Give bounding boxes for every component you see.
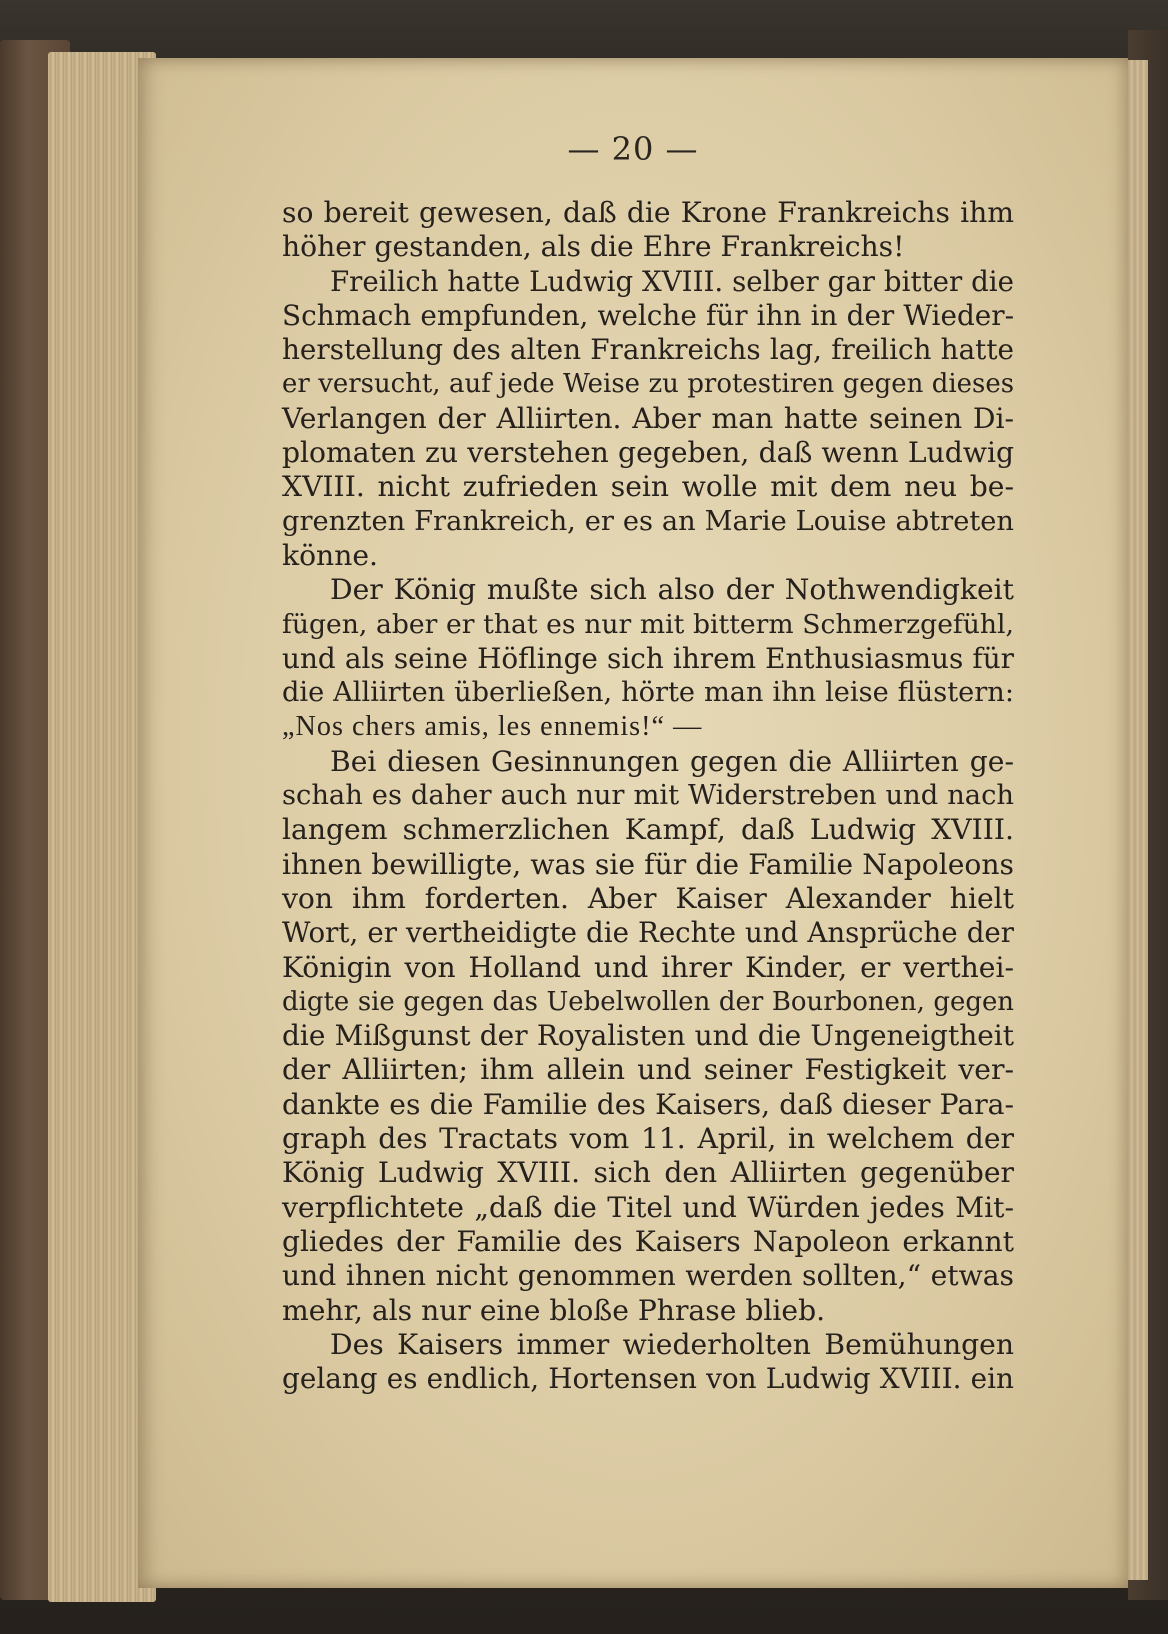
text-line: könne. <box>282 538 378 572</box>
text-line: die Alliirten überließen, hörte man ihn leise flüstern: <box>282 677 1014 709</box>
text-line: und ihnen nicht genommen werden sollten,“ etwas <box>282 1259 1014 1293</box>
text-line: XVIII. nicht zufrieden sein wolle mit dem neu be- <box>282 470 1014 504</box>
text-line: schah es daher auch nur mit Widerstreben und nach <box>282 780 1014 812</box>
text-line: er versucht, auf jede Weise zu protestiren gegen dieses <box>282 369 1014 400</box>
text-line: Bei diesen Gesinnungen gegen die Alliirten ge- <box>330 744 1014 778</box>
text-line: gliedes der Familie des Kaisers Napoleon erkannt <box>282 1224 1014 1258</box>
text-line: plomaten zu verstehen gegeben, daß wenn Ludwig <box>282 436 1014 470</box>
text-line: von ihm forderten. Aber Kaiser Alexander hielt <box>282 881 1014 915</box>
text-line: der Alliirten; ihm allein und seiner Festigkeit ver- <box>282 1053 1014 1087</box>
text-line: höher gestanden, als die Ehre Frankreichs! <box>282 230 905 264</box>
text-line: Freilich hatte Ludwig XVIII. selber gar bitter die <box>330 264 1014 298</box>
text-line: verpflichtete „daß die Titel und Würden jedes Mit- <box>282 1190 1014 1224</box>
text-line: Schmach empfunden, welche für ihn in der Wieder- <box>282 298 1014 332</box>
text-line: grenzten Frankreich, er es an Marie Louise abtreten <box>282 505 1014 537</box>
text-line: digte sie gegen das Uebelwollen der Bourbonen, gegen <box>282 986 1014 1017</box>
text-line: Der König mußte sich also der Nothwendigkeit <box>330 573 1014 607</box>
text-line: herstellung des alten Frankreichs lag, freilich hatte <box>282 333 1014 367</box>
text-line: langem schmerzlichen Kampf, daß Ludwig XVIII. <box>282 813 1014 847</box>
text-line: Wort, er vertheidigte die Rechte und Ansprüche der <box>282 916 1014 950</box>
text-line: so bereit gewesen, daß die Krone Frankreichs ihm <box>282 196 1014 229</box>
page-number: — 20 — <box>567 130 699 168</box>
book-page <box>138 58 1128 1588</box>
text-line-french-quote: „Nos chers amis, les ennemis!“ — <box>282 711 703 743</box>
text-line: ihnen bewilligte, was sie für die Familie Napoleons <box>282 847 1014 881</box>
text-line: Königin von Holland und ihrer Kinder, er verthei- <box>282 950 1014 984</box>
text-line: dankte es die Familie des Kaisers, daß dieser Para- <box>282 1087 1014 1121</box>
text-line: gelang es endlich, Hortensen von Ludwig XVIII. ein <box>282 1362 1014 1396</box>
text-line: graph des Tractats vom 11. April, in welchem der <box>282 1122 1014 1156</box>
text-line: Des Kaisers immer wiederholten Bemühungen <box>330 1327 1014 1361</box>
text-line: Verlangen der Alliirten. Aber man hatte seinen Di- <box>282 401 1014 435</box>
text-line: fügen, aber er that es nur mit bitterm Schmerzgefühl, <box>282 608 1014 640</box>
page-text-block <box>282 196 1014 1396</box>
text-line: mehr, als nur eine bloße Phrase blieb. <box>282 1293 826 1327</box>
text-line: König Ludwig XVIII. sich den Alliirten gegenüber <box>282 1156 1014 1190</box>
text-line: und als seine Höflinge sich ihrem Enthusiasmus für <box>282 641 1014 675</box>
text-line: die Mißgunst der Royalisten und die Ungeneigtheit <box>282 1019 1014 1053</box>
